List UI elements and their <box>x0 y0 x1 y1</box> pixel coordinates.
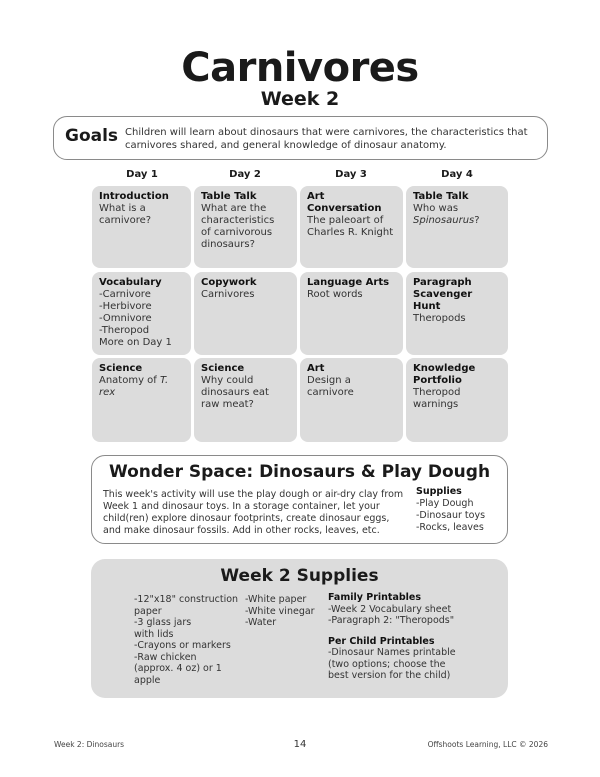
cell-heading: Table Talk <box>201 191 257 202</box>
supply-item: -White paper <box>245 594 307 605</box>
schedule-cell <box>300 272 403 355</box>
page-subtitle: Week 2 <box>260 88 340 110</box>
cell-body: -Carnivore -Herbivore -Omnivore -Theropod More on Day 1 <box>99 289 172 348</box>
family-printables-heading: Family Printables <box>328 592 422 603</box>
goals-box <box>53 116 548 160</box>
cell-body-italic: T. rex <box>99 375 169 398</box>
wonder-space-title: Wonder Space: Dinosaurs & Play Dough <box>108 462 491 482</box>
wonder-supply-item: -Rocks, leaves <box>416 522 484 533</box>
day-header: Day 1 <box>126 169 158 180</box>
cell-heading: Paragraph Scavenger Hunt <box>413 277 473 312</box>
cell-body-italic: Spinosaurus <box>413 215 475 226</box>
schedule-cell <box>194 186 297 268</box>
goals-text: Children will learn about dinosaurs that were carnivores, the characteristics that carnivores shared, and general knowledge of dinosaur anatomy. <box>125 127 528 151</box>
cell-body: Carnivores <box>201 289 255 300</box>
supply-item: -White vinegar <box>245 605 315 617</box>
day-header: Day 3 <box>335 169 367 180</box>
supplies-column-2 <box>245 594 325 629</box>
cell-heading: Art <box>307 363 325 374</box>
goals-label: Goals <box>65 126 119 146</box>
printable-item: -Dinosaur Names printable (two options; choose the best version for the child) <box>328 647 456 681</box>
wonder-supplies <box>416 486 485 534</box>
wonder-supply-item: -Dinosaur toys <box>416 510 486 521</box>
footer-right: Offshoots Learning, LLC © 2026 <box>427 740 548 749</box>
cell-heading: Science <box>99 363 143 374</box>
cell-heading: Art Conversation <box>307 191 382 214</box>
printable-item: -Paragraph 2: "Theropods" <box>328 615 455 626</box>
supplies-column-1 <box>134 594 249 686</box>
cell-body: Anatomy of T. rex <box>99 375 169 398</box>
cell-heading: Knowledge Portfolio <box>413 363 476 386</box>
week-supplies-title: Week 2 Supplies <box>220 566 379 586</box>
cell-body: Theropod warnings <box>413 387 461 410</box>
cell-body: Why could dinosaurs eat raw meat? <box>201 375 269 410</box>
supply-item: -Water <box>245 617 277 628</box>
schedule-cell <box>300 186 403 268</box>
week-supplies-box <box>91 559 508 698</box>
cell-body: What are the characteristics of carnivorous dinosaurs? <box>201 203 275 250</box>
schedule-cell <box>92 186 191 268</box>
printables-column <box>328 592 503 682</box>
wonder-supply-item: -Play Dough <box>416 498 474 509</box>
child-printables-heading: Per Child Printables <box>328 635 435 647</box>
cell-heading: Copywork <box>201 277 257 288</box>
cell-heading: Table Talk <box>413 191 469 202</box>
schedule-cell <box>300 358 403 442</box>
supply-item: -12"x18" construction paper <box>134 594 239 617</box>
schedule-cell <box>406 272 508 355</box>
day-header: Day 2 <box>229 169 261 180</box>
page-title: Carnivores <box>181 45 419 91</box>
cell-heading: Vocabulary <box>99 277 162 288</box>
cell-body: Root words <box>307 289 363 300</box>
printable-item: -Week 2 Vocabulary sheet <box>328 603 452 615</box>
cell-body: What is a carnivore? <box>99 203 152 226</box>
supply-item: -Raw chicken (approx. 4 oz) or 1 apple <box>134 651 222 686</box>
schedule-cell <box>194 358 297 442</box>
cell-heading: Science <box>201 363 245 374</box>
day-header: Day 4 <box>441 169 473 180</box>
cell-body: The paleoart of Charles R. Knight <box>307 215 394 238</box>
wonder-supplies-heading: Supplies <box>416 486 462 497</box>
schedule-cell <box>406 358 508 442</box>
footer-left: Week 2: Dinosaurs <box>54 740 125 749</box>
supply-item: -Crayons or markers <box>134 640 231 651</box>
page-number: 14 <box>293 739 307 750</box>
cell-heading: Language Arts <box>307 277 390 288</box>
cell-heading: Introduction <box>99 191 169 202</box>
schedule-cell <box>406 186 508 268</box>
cell-body: Who was Spinosaurus? <box>413 203 480 226</box>
cell-body: Theropods <box>413 313 466 324</box>
supply-item: -3 glass jars with lids <box>134 617 192 640</box>
wonder-space-box <box>91 455 508 544</box>
wonder-space-text: This week's activity will use the play dough or air-dry clay from Week 1 and dinosaur toys. In a storage container, let your child(ren) explore dinosaur footprints, create dinosaur eggs, and make dinosaur fossils. Add in other rocks, leaves, etc. <box>103 489 404 536</box>
cell-body: Design a carnivore <box>307 375 354 398</box>
schedule-cell <box>92 272 191 355</box>
schedule-cell <box>194 272 297 355</box>
schedule-cell <box>92 358 191 442</box>
